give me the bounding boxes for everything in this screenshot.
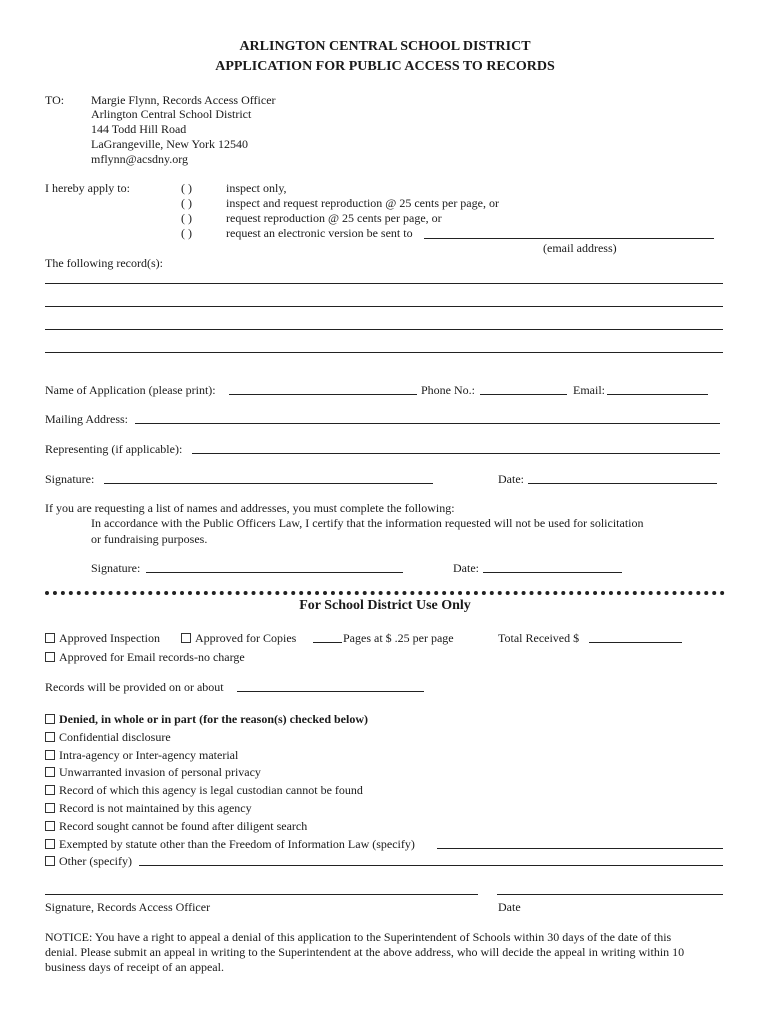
- apply-label: I hereby apply to:: [45, 181, 130, 195]
- officer-date-label: Date: [498, 900, 521, 914]
- records-line[interactable]: [45, 329, 723, 330]
- list-signature-field[interactable]: [146, 572, 403, 573]
- option-checkbox[interactable]: ( ): [181, 181, 192, 195]
- checkbox-icon[interactable]: [45, 732, 55, 742]
- approved-copies-option[interactable]: Approved for Copies: [181, 631, 296, 645]
- representing-label: Representing (if applicable):: [45, 442, 183, 456]
- reason-option[interactable]: Confidential disclosure: [45, 730, 171, 744]
- exempted-specify-field[interactable]: [437, 848, 723, 849]
- provided-on-field[interactable]: [237, 691, 424, 692]
- pages-rate-text: Pages at $ .25 per page: [343, 631, 454, 645]
- representing-field[interactable]: [192, 453, 720, 454]
- list-date-label: Date:: [453, 561, 479, 575]
- officer-signature-field[interactable]: [45, 894, 478, 895]
- to-email: mflynn@acsdny.org: [91, 152, 189, 166]
- option-label: inspect only,: [226, 181, 287, 195]
- other-option[interactable]: Other (specify): [45, 854, 132, 868]
- to-line: 144 Todd Hill Road: [91, 122, 187, 136]
- approved-email-option[interactable]: Approved for Email records-no charge: [45, 650, 245, 664]
- phone-field[interactable]: [480, 394, 567, 395]
- total-received-field[interactable]: [589, 642, 682, 643]
- reason-option[interactable]: Unwarranted invasion of personal privacy: [45, 765, 261, 779]
- option-label: request an electronic version be sent to: [226, 226, 413, 240]
- name-field[interactable]: [229, 394, 417, 395]
- denied-option[interactable]: Denied, in whole or in part (for the reason(s) checked below): [45, 712, 368, 726]
- records-line[interactable]: [45, 352, 723, 353]
- exempted-option[interactable]: Exempted by statute other than the Freedom of Information Law (specify): [45, 837, 415, 851]
- name-label: Name of Application (please print):: [45, 383, 216, 397]
- pages-count-field[interactable]: [313, 642, 342, 643]
- certification-text: or fundraising purposes.: [91, 532, 208, 546]
- total-received-label: Total Received $: [498, 631, 580, 645]
- form-title: ARLINGTON CENTRAL SCHOOL DISTRICT: [239, 39, 531, 54]
- officer-date-field[interactable]: [497, 894, 723, 895]
- to-line: Margie Flynn, Records Access Officer: [91, 93, 276, 107]
- checkbox-icon[interactable]: [45, 785, 55, 795]
- form-subtitle: APPLICATION FOR PUBLIC ACCESS TO RECORDS: [215, 59, 555, 74]
- option-checkbox[interactable]: ( ): [181, 211, 192, 225]
- date-label: Date:: [498, 472, 524, 486]
- list-signature-label: Signature:: [91, 561, 141, 575]
- checkbox-icon[interactable]: [45, 652, 55, 662]
- certification-text: In accordance with the Public Officers Law, I certify that the information requested will not be used for solicitation: [91, 516, 644, 530]
- notice-text: denial. Please submit an appeal in writing to the Superintendent at the above address, who will decide the appeal in writing within 10: [45, 945, 685, 959]
- email-caption: (email address): [543, 241, 617, 255]
- district-use-heading: For School District Use Only: [299, 598, 471, 613]
- to-label: TO:: [45, 93, 65, 107]
- reason-option[interactable]: Record sought cannot be found after diligent search: [45, 819, 307, 833]
- checkbox-icon[interactable]: [45, 821, 55, 831]
- notice-text: business days of receipt of an appeal.: [45, 960, 224, 974]
- date-field[interactable]: [528, 483, 717, 484]
- to-line: Arlington Central School District: [91, 107, 252, 121]
- notice-text: NOTICE: You have a right to appeal a denial of this application to the Superintendent of Schools within 30 days of the date of this: [45, 930, 672, 944]
- checkbox-icon[interactable]: [45, 633, 55, 643]
- option-checkbox[interactable]: ( ): [181, 196, 192, 210]
- reason-option[interactable]: Record is not maintained by this agency: [45, 801, 252, 815]
- checkbox-icon[interactable]: [45, 803, 55, 813]
- list-request-intro: If you are requesting a list of names and addresses, you must complete the following:: [45, 501, 455, 515]
- approved-inspection-option[interactable]: Approved Inspection: [45, 631, 160, 645]
- officer-signature-label: Signature, Records Access Officer: [45, 900, 211, 914]
- signature-field[interactable]: [104, 483, 433, 484]
- checkbox-icon[interactable]: [45, 839, 55, 849]
- checkbox-icon[interactable]: [45, 714, 55, 724]
- option-checkbox[interactable]: ( ): [181, 226, 192, 240]
- email-address-field[interactable]: [424, 238, 714, 239]
- checkbox-icon[interactable]: [45, 750, 55, 760]
- phone-label: Phone No.:: [421, 383, 475, 397]
- checkbox-icon[interactable]: [45, 856, 55, 866]
- mailing-field[interactable]: [135, 423, 720, 424]
- signature-label: Signature:: [45, 472, 95, 486]
- provided-on-label: Records will be provided on or about: [45, 680, 224, 694]
- email-field[interactable]: [607, 394, 708, 395]
- reason-option[interactable]: Record of which this agency is legal custodian cannot be found: [45, 783, 363, 797]
- option-label: inspect and request reproduction @ 25 cents per page, or: [226, 196, 499, 210]
- option-label: request reproduction @ 25 cents per page, or: [226, 211, 442, 225]
- reason-option[interactable]: Intra-agency or Inter-agency material: [45, 748, 238, 762]
- checkbox-icon[interactable]: [181, 633, 191, 643]
- records-line[interactable]: [45, 283, 723, 284]
- mailing-label: Mailing Address:: [45, 412, 128, 426]
- dotted-divider: [45, 591, 725, 595]
- to-line: LaGrangeville, New York 12540: [91, 137, 248, 151]
- records-label: The following record(s):: [45, 256, 163, 270]
- other-specify-field[interactable]: [139, 865, 723, 866]
- checkbox-icon[interactable]: [45, 767, 55, 777]
- records-line[interactable]: [45, 306, 723, 307]
- email-label: Email:: [573, 383, 605, 397]
- list-date-field[interactable]: [483, 572, 622, 573]
